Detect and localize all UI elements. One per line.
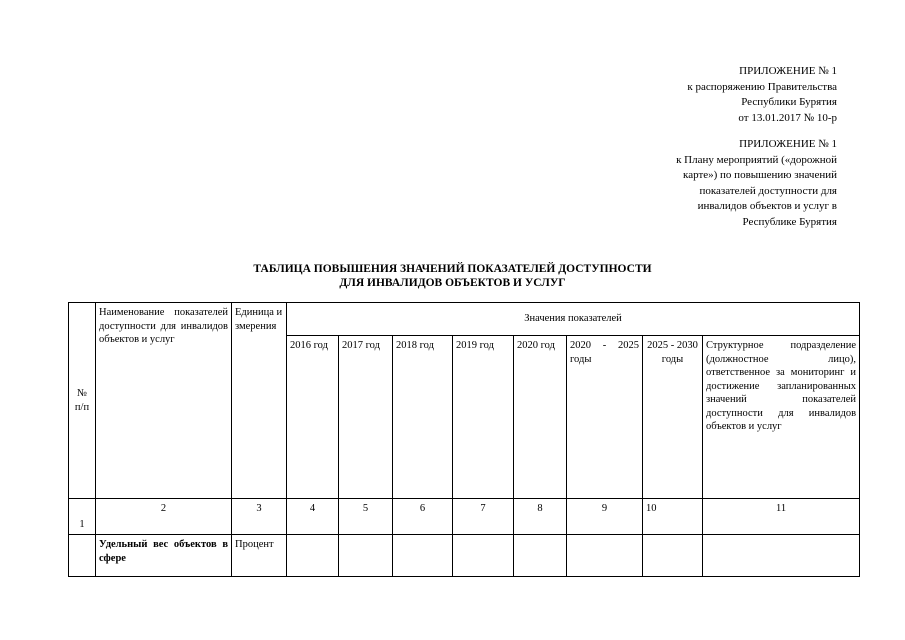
row-value-2019	[453, 535, 514, 577]
appendix-1-line: ПРИЛОЖЕНИЕ № 1	[739, 65, 837, 77]
column-index: 1	[69, 499, 96, 535]
document-title-line-2: ДЛЯ ИНВАЛИДОВ ОБЪЕКТОВ И УСЛУГ	[339, 277, 566, 289]
appendix-1-block	[687, 64, 837, 126]
header-year-2016: 2016 год	[287, 336, 339, 499]
document-title-line-1: ТАБЛИЦА ПОВЫШЕНИЯ ЗНАЧЕНИЙ ПОКАЗАТЕЛЕЙ ДОСТУПНОСТИ	[253, 263, 652, 275]
row-responsible	[703, 535, 860, 577]
row-value-2018	[393, 535, 453, 577]
header-values-group: Значения показателей	[287, 303, 860, 336]
header-years-2025-2030: 2025 - 2030 годы	[643, 336, 703, 499]
column-index: 11	[703, 499, 860, 535]
appendix-2-line: ПРИЛОЖЕНИЕ № 1	[739, 138, 837, 150]
indicators-table	[68, 302, 860, 577]
header-year-2019: 2019 год	[453, 336, 514, 499]
header-unit: Единица измерения	[232, 303, 287, 499]
column-index: 2	[96, 499, 232, 535]
row-value-2020-2025	[567, 535, 643, 577]
row-value-2016	[287, 535, 339, 577]
appendix-2-line: Республике Бурятия	[742, 215, 837, 228]
appendix-2-line: показателей доступности для	[699, 184, 837, 197]
header-year-2020: 2020 год	[514, 336, 567, 499]
column-index: 8	[514, 499, 567, 535]
column-index: 10	[643, 499, 703, 535]
appendix-2-line: к Плану мероприятий («дорожной	[676, 153, 837, 166]
column-index: 7	[453, 499, 514, 535]
header-year-2018: 2018 год	[393, 336, 453, 499]
appendix-1-line: от 13.01.2017 № 10-р	[738, 111, 837, 124]
table-row	[69, 535, 860, 577]
column-index: 5	[339, 499, 393, 535]
document-title	[0, 262, 905, 290]
appendix-2-block	[676, 137, 837, 230]
row-value-2025-2030	[643, 535, 703, 577]
column-index: 3	[232, 499, 287, 535]
row-num	[69, 535, 96, 577]
column-index: 6	[393, 499, 453, 535]
header-num: № п/п	[69, 303, 96, 499]
row-unit: Процент	[232, 535, 287, 577]
row-indicator-name: Удельный вес объектов в сфере	[96, 535, 232, 577]
header-indicator-name: Наименование показателей доступности для инвалидов объектов и услуг	[96, 303, 232, 499]
column-index: 9	[567, 499, 643, 535]
appendix-2-line: карте») по повышению значений	[683, 169, 837, 181]
appendix-1-line: Республики Бурятия	[741, 96, 837, 108]
column-index: 4	[287, 499, 339, 535]
header-years-2020-2025: 2020 - 2025 годы	[567, 336, 643, 499]
appendix-2-line: инвалидов объектов и услуг в	[697, 200, 837, 212]
header-year-2017: 2017 год	[339, 336, 393, 499]
row-value-2017	[339, 535, 393, 577]
header-responsible: Структурное подразделение (должностное лицо), ответственное за мониторинг и достижение запланированных значений показателей доступности для инвалидов объектов и услуг	[703, 336, 860, 499]
row-value-2020	[514, 535, 567, 577]
appendix-1-line: к распоряжению Правительства	[687, 80, 837, 93]
